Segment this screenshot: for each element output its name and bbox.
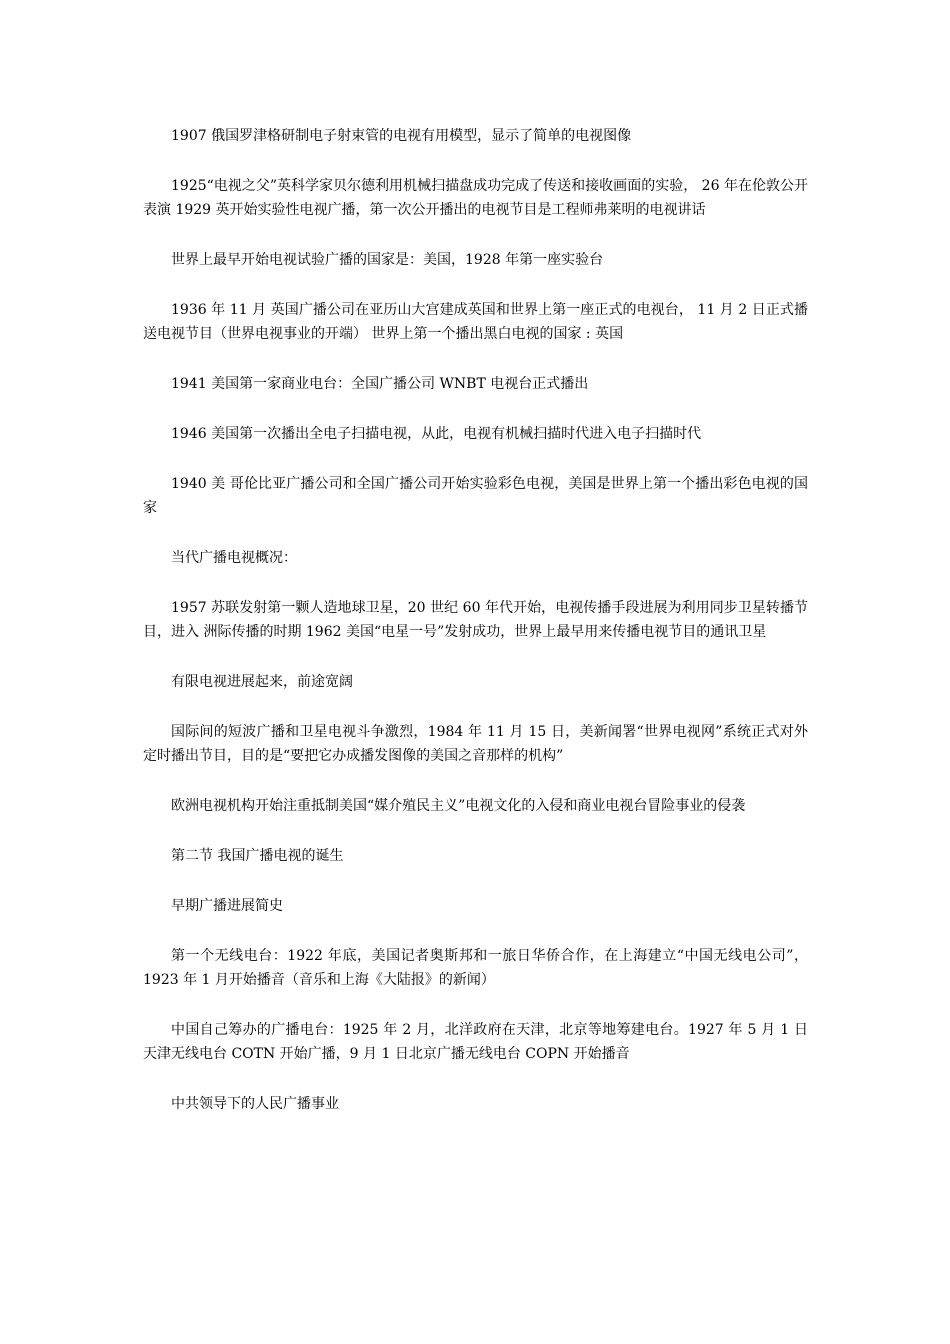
paragraph-1946-electronic: 1946 美国第一次播出全电子扫描电视，从此，电视有机械扫描时代进入电子扫描时代 [171, 426, 702, 442]
paragraph-contemporary-heading: 当代广播电视概况： [171, 550, 297, 566]
document-body [143, 124, 808, 1142]
paragraph-chinese-station: 中国自己筹办的广播电台：1925 年 2 月，北洋政府在天津，北京等地筹建电台。1927 年 5 月 1 日天津无线电台 COTN 开始广播，9 月 1 日北京广播无线电台 COPN 开始播音 [143, 1022, 808, 1062]
paragraph-1941-wnbt: 1941 美国第一家商业电台：全国广播公司 WNBT 电视台正式播出 [171, 376, 589, 392]
paragraph-europe: 欧洲电视机构开始注重抵制美国“媒介殖民主义”电视文化的入侵和商业电视台冒险事业的侵袭 [171, 798, 746, 814]
paragraph-worldnet: 国际间的短波广播和卫星电视斗争激烈，1984 年 11 月 15 日，美新闻署“世界电视网”系统正式对外定时播出节目，目的是“要把它办成播发图像的美国之音那样的机构” [143, 724, 808, 764]
paragraph-1936-bbc: 1936 年 11 月 英国广播公司在亚历山大宫建成英国和世界上第一座正式的电视台， 11 月 2 日正式播送电视节目（世界电视事业的开端） 世界上第一个播出黑白电视的国家 : 英国 [143, 302, 808, 342]
paragraph-peoples-radio: 中共领导下的人民广播事业 [171, 1096, 339, 1112]
section-heading-2: 第二节 我国广播电视的诞生 [171, 848, 344, 864]
paragraph-1907-crt: 1907 俄国罗津格研制电子射束管的电视有用模型，显示了简单的电视图像 [171, 128, 632, 144]
paragraph-cable-tv: 有限电视进展起来，前途宽阔 [171, 674, 353, 690]
paragraph-1957-satellite: 1957 苏联发射第一颗人造地球卫星，20 世纪 60 年代开始，电视传播手段进展为利用同步卫星转播节目，进入 洲际传播的时期 1962 美国“电星一号”发射成功，世界上最早用来传播电视节目的通讯卫星 [143, 600, 808, 640]
paragraph-1925-baird: 1925“电视之父”英科学家贝尔德利用机械扫描盘成功完成了传送和接收画面的实验， 26 年在伦敦公开表演 1929 英开始实验性电视广播，第一次公开播出的电视节目是工程师弗莱明的电视讲话 [143, 178, 808, 218]
paragraph-earliest-trial: 世界上最早开始电视试验广播的国家是：美国，1928 年第一座实验台 [171, 252, 604, 268]
paragraph-1940-color: 1940 美 哥伦比亚广播公司和全国广播公司开始实验彩色电视，美国是世界上第一个播出彩色电视的国家 [143, 476, 808, 516]
paragraph-first-station: 第一个无线电台：1922 年底，美国记者奥斯邦和一旅日华侨合作，在上海建立“中国无线电公司”，1923 年 1 月开始播音（音乐和上海《大陆报》的新闻） [143, 948, 808, 988]
subsection-early-radio: 早期广播进展简史 [171, 898, 283, 914]
